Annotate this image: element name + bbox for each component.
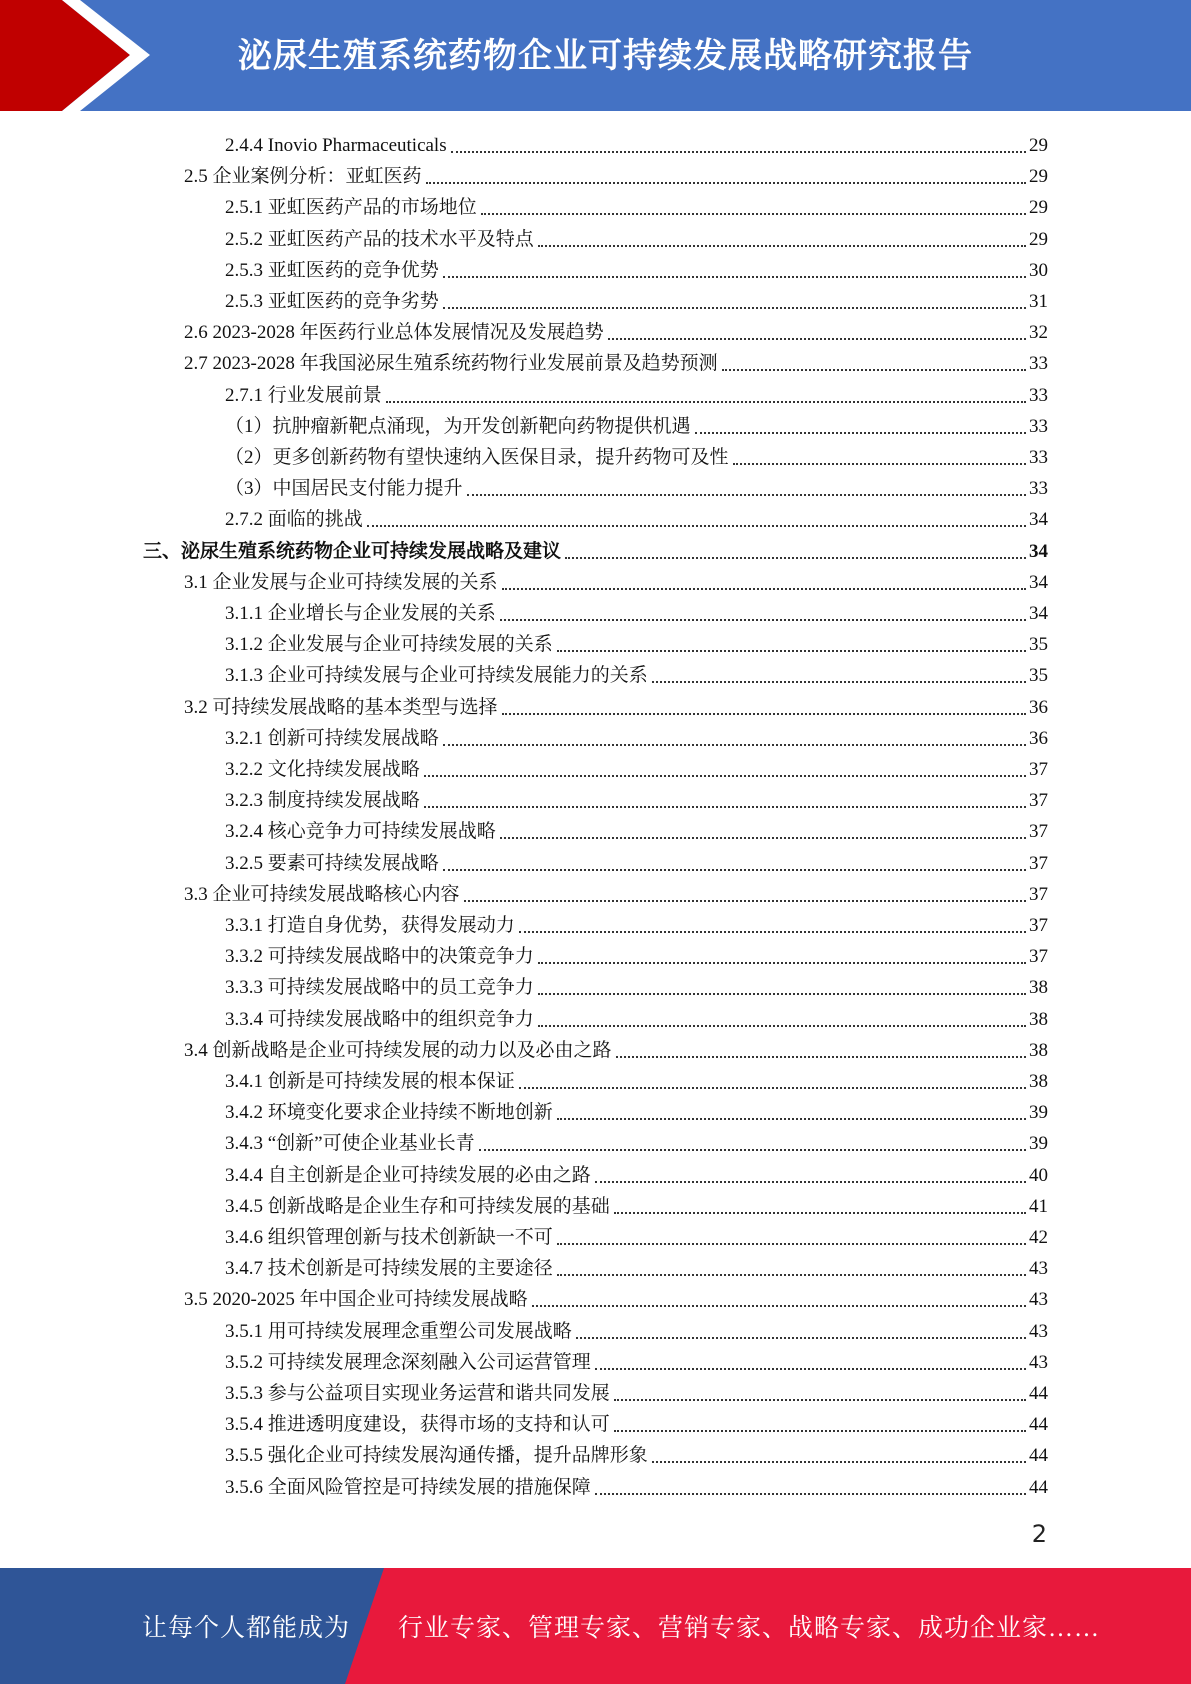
toc-entry-title: 2.4.4 Inovio Pharmaceuticals bbox=[225, 135, 447, 156]
toc-entry-page: 44 bbox=[1029, 1383, 1048, 1404]
toc-leader-dots bbox=[500, 837, 1026, 839]
toc-entry[interactable] bbox=[225, 1313, 1048, 1344]
toc-entry-page: 37 bbox=[1029, 759, 1048, 780]
toc-leader-dots bbox=[367, 525, 1026, 527]
toc-entry-page: 42 bbox=[1029, 1227, 1048, 1248]
toc-entry-page: 43 bbox=[1029, 1321, 1048, 1342]
toc-entry[interactable] bbox=[225, 439, 1048, 470]
toc-entry-page: 37 bbox=[1029, 853, 1048, 874]
toc-entry[interactable] bbox=[184, 158, 1048, 189]
toc-leader-dots bbox=[424, 806, 1026, 808]
toc-leader-dots bbox=[608, 338, 1026, 340]
toc-leader-dots bbox=[481, 213, 1026, 215]
toc-leader-dots bbox=[519, 1087, 1026, 1089]
toc-entry-page: 39 bbox=[1029, 1102, 1048, 1123]
toc-entry[interactable] bbox=[225, 595, 1048, 626]
toc-entry-title: 3.4 创新战略是企业可持续发展的动力以及必由之路 bbox=[184, 1040, 612, 1061]
toc-entry[interactable] bbox=[225, 1157, 1048, 1188]
toc-entry-title: 3.4.4 自主创新是企业可持续发展的必由之路 bbox=[225, 1165, 591, 1186]
toc-entry-page: 44 bbox=[1029, 1414, 1048, 1435]
toc-entry-page: 37 bbox=[1029, 915, 1048, 936]
toc-entry-page: 35 bbox=[1029, 634, 1048, 655]
toc-entry-title: 2.5 企业案例分析：亚虹医药 bbox=[184, 166, 422, 187]
toc-entry-title: 3.2.3 制度持续发展战略 bbox=[225, 790, 420, 811]
toc-entry[interactable] bbox=[143, 533, 1048, 564]
toc-leader-dots bbox=[467, 494, 1026, 496]
toc-leader-dots bbox=[443, 744, 1026, 746]
toc-entry[interactable] bbox=[225, 221, 1048, 252]
toc-entry-title: 3.1.2 企业发展与企业可持续发展的关系 bbox=[225, 634, 553, 655]
toc-entry-page: 37 bbox=[1029, 884, 1048, 905]
toc-entry-title: 3.1.1 企业增长与企业发展的关系 bbox=[225, 603, 496, 624]
toc-entry[interactable] bbox=[225, 907, 1048, 938]
toc-entry-title: 2.5.2 亚虹医药产品的技术水平及特点 bbox=[225, 229, 534, 250]
toc-entry[interactable] bbox=[225, 377, 1048, 408]
toc-entry-title: 3.2.1 创新可持续发展战略 bbox=[225, 728, 439, 749]
toc-entry-title: 3.4.6 组织管理创新与技术创新缺一不可 bbox=[225, 1227, 553, 1248]
toc-entry[interactable] bbox=[184, 345, 1048, 376]
toc-leader-dots bbox=[722, 369, 1026, 371]
toc-entry-title: 3.5.2 可持续发展理念深刻融入公司运营管理 bbox=[225, 1352, 591, 1373]
toc-entry[interactable] bbox=[225, 720, 1048, 751]
toc-entry-title: 3.5.5 强化企业可持续发展沟通传播，提升品牌形象 bbox=[225, 1445, 648, 1466]
toc-entry-title: 3.3.2 可持续发展战略中的决策竞争力 bbox=[225, 946, 534, 967]
toc-leader-dots bbox=[652, 681, 1026, 683]
toc-entry-page: 44 bbox=[1029, 1445, 1048, 1466]
toc-entry-title: 2.7.1 行业发展前景 bbox=[225, 385, 382, 406]
toc-leader-dots bbox=[576, 1337, 1026, 1339]
toc-entry-title: 3.5.6 全面风险管控是可持续发展的措施保障 bbox=[225, 1477, 591, 1498]
toc-leader-dots bbox=[502, 713, 1026, 715]
toc-entry[interactable] bbox=[184, 564, 1048, 595]
toc-entry-title: 3.1.3 企业可持续发展与企业可持续发展能力的关系 bbox=[225, 665, 648, 686]
toc-leader-dots bbox=[565, 557, 1026, 559]
toc-entry-title: 3.2.5 要素可持续发展战略 bbox=[225, 853, 439, 874]
toc-entry-title: 3.3.4 可持续发展战略中的组织竞争力 bbox=[225, 1009, 534, 1030]
toc-entry-page: 40 bbox=[1029, 1165, 1048, 1186]
toc-entry[interactable] bbox=[225, 1344, 1048, 1375]
toc-leader-dots bbox=[386, 401, 1026, 403]
toc-entry[interactable] bbox=[225, 1063, 1048, 1094]
toc-entry-page: 34 bbox=[1029, 509, 1048, 530]
page-footer bbox=[0, 1568, 1191, 1684]
toc-leader-dots bbox=[595, 1493, 1026, 1495]
toc-leader-dots bbox=[532, 1305, 1026, 1307]
toc-entry-title: 3.5.3 参与公益项目实现业务运营和谐共同发展 bbox=[225, 1383, 610, 1404]
toc-entry-title: 3.5.1 用可持续发展理念重塑公司发展战略 bbox=[225, 1321, 572, 1342]
toc-entry-title: （3）中国居民支付能力提升 bbox=[225, 478, 463, 499]
toc-entry-page: 36 bbox=[1029, 697, 1048, 718]
toc-entry-title: 2.5.3 亚虹医药的竞争劣势 bbox=[225, 291, 439, 312]
toc-entry[interactable] bbox=[225, 252, 1048, 283]
toc-entry[interactable] bbox=[225, 1375, 1048, 1406]
toc-leader-dots bbox=[538, 962, 1026, 964]
toc-entry[interactable] bbox=[225, 1219, 1048, 1250]
toc-entry-page: 36 bbox=[1029, 728, 1048, 749]
toc-entry-page: 29 bbox=[1029, 229, 1048, 250]
toc-entry[interactable] bbox=[225, 782, 1048, 813]
toc-entry-title: 3.4.7 技术创新是可持续发展的主要途径 bbox=[225, 1258, 553, 1279]
toc-entry-page: 37 bbox=[1029, 790, 1048, 811]
toc-leader-dots bbox=[595, 1181, 1026, 1183]
toc-entry-title: 3.3 企业可持续发展战略核心内容 bbox=[184, 884, 460, 905]
toc-entry[interactable] bbox=[225, 127, 1048, 158]
toc-entry[interactable] bbox=[225, 1188, 1048, 1219]
toc-entry-page: 33 bbox=[1029, 385, 1048, 406]
toc-entry-page: 30 bbox=[1029, 260, 1048, 281]
toc-entry[interactable] bbox=[184, 689, 1048, 720]
page-header bbox=[0, 0, 1191, 111]
toc-entry[interactable] bbox=[225, 1250, 1048, 1281]
toc-entry[interactable] bbox=[225, 813, 1048, 844]
toc-entry-page: 38 bbox=[1029, 1009, 1048, 1030]
toc-entry-title: 3.5.4 推进透明度建设，获得市场的支持和认可 bbox=[225, 1414, 610, 1435]
toc-leader-dots bbox=[464, 900, 1026, 902]
toc-entry-title: 3.5 2020-2025 年中国企业可持续发展战略 bbox=[184, 1289, 528, 1310]
toc-entry[interactable] bbox=[225, 1406, 1048, 1437]
toc-entry-title: 3.2.4 核心竞争力可持续发展战略 bbox=[225, 821, 496, 842]
toc-entry-page: 38 bbox=[1029, 1071, 1048, 1092]
toc-leader-dots bbox=[557, 1243, 1026, 1245]
toc-leader-dots bbox=[443, 276, 1026, 278]
toc-entry-page: 41 bbox=[1029, 1196, 1048, 1217]
toc-leader-dots bbox=[519, 931, 1026, 933]
toc-leader-dots bbox=[502, 588, 1026, 590]
toc-entry[interactable] bbox=[225, 969, 1048, 1000]
toc-entry-title: 2.5.3 亚虹医药的竞争优势 bbox=[225, 260, 439, 281]
toc-leader-dots bbox=[538, 1025, 1026, 1027]
page-number: 2 bbox=[1031, 1520, 1047, 1548]
toc-entry-title: 3.2.2 文化持续发展战略 bbox=[225, 759, 420, 780]
toc-entry[interactable] bbox=[225, 283, 1048, 314]
toc-leader-dots bbox=[733, 463, 1026, 465]
toc-leader-dots bbox=[451, 151, 1026, 153]
toc-entry-page: 33 bbox=[1029, 416, 1048, 437]
toc-entry-title: 3.3.3 可持续发展战略中的员工竞争力 bbox=[225, 977, 534, 998]
toc-entry-title: 2.6 2023-2028 年医药行业总体发展情况及发展趋势 bbox=[184, 322, 604, 343]
toc-leader-dots bbox=[557, 650, 1026, 652]
toc-entry[interactable] bbox=[184, 1281, 1048, 1312]
toc-entry-page: 39 bbox=[1029, 1133, 1048, 1154]
toc-entry-title: 2.7.2 面临的挑战 bbox=[225, 509, 363, 530]
toc-leader-dots bbox=[424, 775, 1026, 777]
toc-entry-title: 3.4.3 “创新”可使企业基业长青 bbox=[225, 1133, 475, 1154]
toc-entry-page: 29 bbox=[1029, 197, 1048, 218]
toc-leader-dots bbox=[595, 1368, 1026, 1370]
toc-entry[interactable] bbox=[225, 657, 1048, 688]
toc-entry-page: 35 bbox=[1029, 665, 1048, 686]
toc-leader-dots bbox=[614, 1399, 1026, 1401]
toc-leader-dots bbox=[614, 1430, 1026, 1432]
toc-entry[interactable] bbox=[225, 501, 1048, 532]
toc-entry[interactable] bbox=[184, 1032, 1048, 1063]
toc-entry[interactable] bbox=[225, 938, 1048, 969]
toc-entry[interactable] bbox=[225, 1001, 1048, 1032]
toc-entry[interactable] bbox=[225, 1125, 1048, 1156]
toc-entry[interactable] bbox=[225, 626, 1048, 657]
toc-entry-page: 37 bbox=[1029, 821, 1048, 842]
toc-entry[interactable] bbox=[225, 845, 1048, 876]
footer-slogan-left: 让每个人都能成为 bbox=[142, 1615, 351, 1642]
toc-leader-dots bbox=[695, 432, 1026, 434]
toc-entry-page: 33 bbox=[1029, 447, 1048, 468]
toc-leader-dots bbox=[500, 619, 1026, 621]
report-title: 泌尿生殖系统药物企业可持续发展战略研究报告 bbox=[238, 36, 973, 76]
toc-leader-dots bbox=[443, 307, 1026, 309]
toc-entry-page: 29 bbox=[1029, 166, 1048, 187]
toc-entry[interactable] bbox=[225, 1437, 1048, 1468]
toc-entry-page: 43 bbox=[1029, 1352, 1048, 1373]
toc-entry-page: 43 bbox=[1029, 1258, 1048, 1279]
toc-entry-title: 2.5.1 亚虹医药产品的市场地位 bbox=[225, 197, 477, 218]
toc-entry-page: 34 bbox=[1029, 603, 1048, 624]
toc-entry-page: 33 bbox=[1029, 353, 1048, 374]
toc-entry[interactable] bbox=[184, 314, 1048, 345]
toc-leader-dots bbox=[616, 1056, 1026, 1058]
toc-entry-page: 33 bbox=[1029, 478, 1048, 499]
toc-entry-title: 2.7 2023-2028 年我国泌尿生殖系统药物行业发展前景及趋势预测 bbox=[184, 353, 718, 374]
toc-leader-dots bbox=[479, 1149, 1026, 1151]
toc-entry-title: 3.4.2 环境变化要求企业持续不断地创新 bbox=[225, 1102, 553, 1123]
toc-entry-page: 38 bbox=[1029, 977, 1048, 998]
toc-entry[interactable] bbox=[225, 189, 1048, 220]
toc-entry-title: （1）抗肿瘤新靶点涌现，为开发创新靶向药物提供机遇 bbox=[225, 416, 691, 437]
toc-entry-page: 29 bbox=[1029, 135, 1048, 156]
toc-leader-dots bbox=[614, 1212, 1026, 1214]
toc-entry[interactable] bbox=[184, 876, 1048, 907]
toc-entry-page: 38 bbox=[1029, 1040, 1048, 1061]
toc-leader-dots bbox=[538, 245, 1026, 247]
toc-entry-title: 3.4.1 创新是可持续发展的根本保证 bbox=[225, 1071, 515, 1092]
toc-leader-dots bbox=[557, 1118, 1026, 1120]
toc-entry-page: 34 bbox=[1029, 572, 1048, 593]
toc-entry-title: 3.2 可持续发展战略的基本类型与选择 bbox=[184, 697, 498, 718]
toc-entry-title: （2）更多创新药物有望快速纳入医保目录，提升药物可及性 bbox=[225, 447, 729, 468]
toc-entry[interactable] bbox=[225, 1094, 1048, 1125]
toc-leader-dots bbox=[538, 993, 1026, 995]
toc-leader-dots bbox=[443, 869, 1026, 871]
toc-entry-page: 31 bbox=[1029, 291, 1048, 312]
toc-entry-page: 44 bbox=[1029, 1477, 1048, 1498]
toc-entry-page: 34 bbox=[1029, 541, 1048, 562]
toc-leader-dots bbox=[652, 1461, 1026, 1463]
footer-slogan-right: 行业专家、管理专家、营销专家、战略专家、成功企业家…… bbox=[398, 1615, 1101, 1642]
toc-entry-page: 32 bbox=[1029, 322, 1048, 343]
toc-entry[interactable] bbox=[225, 470, 1048, 501]
toc-entry[interactable] bbox=[225, 408, 1048, 439]
toc-entry[interactable] bbox=[225, 751, 1048, 782]
toc-entry-title: 3.1 企业发展与企业可持续发展的关系 bbox=[184, 572, 498, 593]
toc-entry-page: 37 bbox=[1029, 946, 1048, 967]
toc-entry-title: 3.3.1 打造自身优势，获得发展动力 bbox=[225, 915, 515, 936]
toc-leader-dots bbox=[426, 182, 1026, 184]
toc-entry-title: 3.4.5 创新战略是企业生存和可持续发展的基础 bbox=[225, 1196, 610, 1217]
toc-entry-page: 43 bbox=[1029, 1289, 1048, 1310]
toc-entry[interactable] bbox=[225, 1469, 1048, 1500]
toc-leader-dots bbox=[557, 1274, 1026, 1276]
toc-entry-title: 三、泌尿生殖系统药物企业可持续发展战略及建议 bbox=[143, 541, 562, 562]
